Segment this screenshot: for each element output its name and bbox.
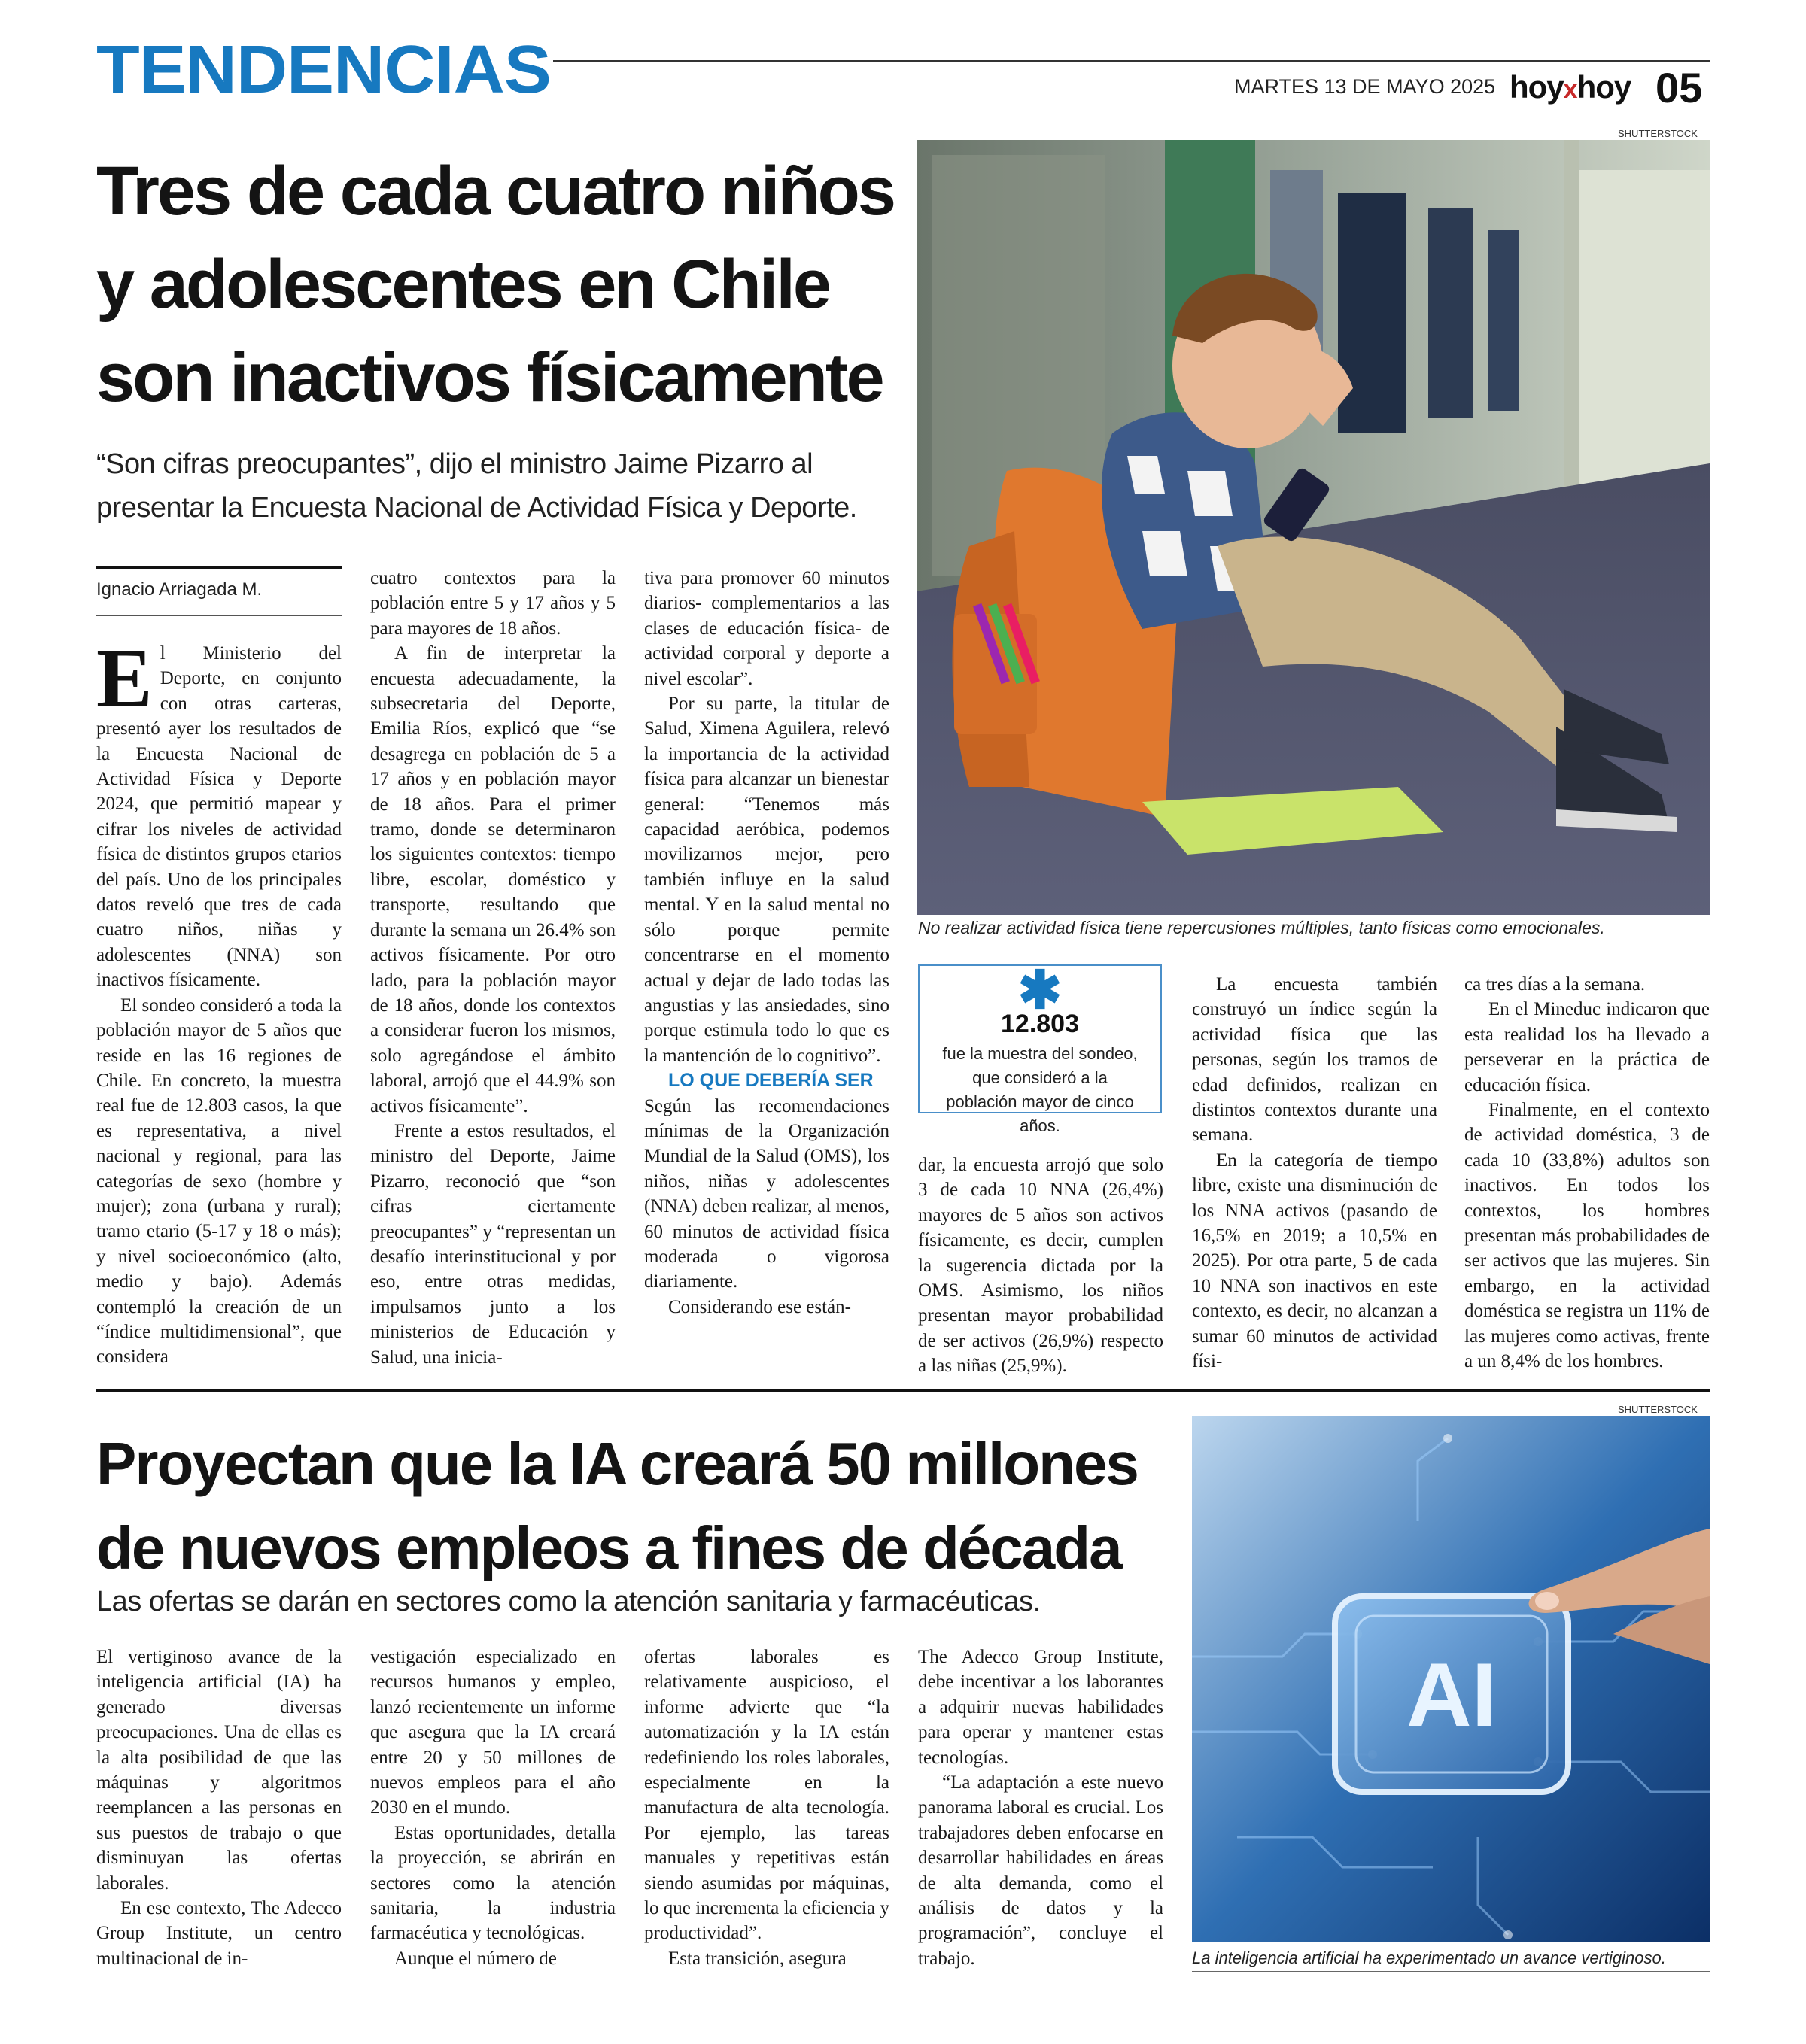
caption-rule bbox=[1192, 1971, 1710, 1972]
article2-column-4 bbox=[918, 1645, 1163, 1971]
paragraph: En la categoría de tiempo libre, existe una disminución de los NNA activos (pasando de 16,5% en 2019; a 10,5% en 2025). Por otra parte, 5 de cada 10 NNA son inactivos en este contexto, es decir, no alcanzan a sumar 60 minutos de actividad físi- bbox=[1192, 1150, 1437, 1372]
paragraph: Por su parte, la titular de Salud, Ximena Aguilera, relevó la importancia de la actividad física para alcanzar un bienestar general: “Tenemos más capacidad aeróbica, podemos movilizarnos mejor, pero también influye en la salud mental. Y en la salud mental no sólo porque permite concentrarse en el momento actual y dejar de lado todas las angustias y las ansiedades, sino porque estimula todo lo que es la mantención de lo cognitivo”. bbox=[644, 694, 889, 1066]
article2-column-1 bbox=[96, 1645, 342, 1971]
byline-rule-bottom bbox=[96, 615, 342, 616]
paragraph: l Ministerio del Deporte, en conjunto con otras carteras, presentó ayer los resultados de la Encuesta Nacional de Actividad Física y Deporte 2024, que permitió mapear y cifrar los niveles de actividad física de distintos grupos etarios del país. Uno de los principales datos reveló que tres de cada cuatro niños, niñas y adolescentes (NNA) son inactivos físicamente. bbox=[96, 643, 342, 991]
paragraph: Considerando ese están- bbox=[668, 1296, 851, 1317]
photo-illustration bbox=[1192, 1416, 1710, 1942]
paragraph: A fin de interpretar la encuesta adecuadamente, la subsecretaria del Deporte, Emilia Ríos, explicó que “se desagrega en población de 5 a 17 años y en población mayor de 18 años. Para el primer tramo, donde se determinaron los siguientes contextos: tiempo libre, escolar, doméstico y transporte, resultando que durante la semana un 26.4% son activos físicamente. Por otro lado, para la población mayor de 18 años, donde los contextos a considerar fueron los mismos, solo agregándose el ámbito laboral, arrojó que el 44.9% son activos físicamente”. bbox=[370, 643, 616, 1116]
section-subheading: LO QUE DEBERÍA SER bbox=[668, 1070, 874, 1092]
paragraph: Según las recomendaciones mínimas de la Organización Mundial de la Salud (OMS), los niños, niñas y adolescentes (NNA) deben realizar, al menos, 60 minutos de actividad física moderada o vigorosa diariamente. bbox=[644, 1095, 889, 1292]
paragraph: “La adaptación a este nuevo panorama laboral es crucial. Los trabajadores deben enfocarse en desarrollar habilidades en áreas de alta demanda, como el análisis de datos y la programación”, concluye el trabajo. bbox=[918, 1772, 1163, 1969]
paragraph: En ese contexto, The Adecco Group Institute, un centro multinacional de in- bbox=[96, 1898, 342, 1969]
stat-box bbox=[918, 961, 1162, 1135]
brand-logo-left: hoy bbox=[1510, 69, 1564, 105]
photo-illustration bbox=[917, 140, 1710, 915]
paragraph: Aunque el número de bbox=[394, 1948, 557, 1969]
article2-headline: Proyectan que la IA creará 50 millones de nuevos empleos a fines de década bbox=[96, 1430, 1138, 1581]
asterisk-icon: ✱ bbox=[1017, 961, 1063, 1019]
article1-column-4 bbox=[918, 1153, 1163, 1379]
paragraph: The Adecco Group Institute, debe incentivar a los laborantes a adquirir nuevas habilidades para operar y mantener estas tecnologías. bbox=[918, 1647, 1163, 1768]
paragraph: En el Mineduc indicaron que esta realidad los ha llevado a perseverar en la práctica de educación física. bbox=[1464, 999, 1710, 1095]
brand-logo bbox=[1510, 69, 1631, 105]
paragraph: Frente a estos resultados, el ministro del Deporte, Jaime Pizarro, reconoció que “son cifras ciertamente preocupantes” y “representan un desafío interinstitucional y por eso, entre otras medidas, impulsamos junto a los ministerios de Educación y Salud, una inicia- bbox=[370, 1120, 616, 1368]
article1-column-6 bbox=[1464, 972, 1710, 1374]
article1-column-3 bbox=[644, 566, 889, 1320]
paragraph: tiva para promover 60 minutos diarios- complementarios a las clases de educación física- de actividad corporal y deporte a nivel escolar”. bbox=[644, 568, 889, 689]
article1-headline: Tres de cada cuatro niños y adolescentes en Chile son inactivos físicamente bbox=[96, 153, 895, 416]
photo-ai-chip bbox=[1192, 1416, 1710, 1942]
article1-byline: Ignacio Arriagada M. bbox=[96, 579, 263, 600]
stat-number: 12.803 bbox=[1001, 1010, 1079, 1038]
article1-column-1 bbox=[96, 632, 342, 1370]
brand-logo-right: hoy bbox=[1576, 69, 1631, 105]
photo-caption: La inteligencia artificial ha experimentado un avance vertiginoso. bbox=[1192, 1948, 1666, 1967]
paragraph: Finalmente, en el contexto de actividad doméstica, 3 de cada 10 (33,8%) adultos son inactivos. En todos los contextos, los hombres presentan más probabilidades de ser activos que las mujeres. Sin embargo, en la actividad doméstica se registra un 11% de las mujeres como activas, frente a un 8,4% de los hombres. bbox=[1464, 1100, 1710, 1372]
issue-date: MARTES 13 DE MAYO 2025 bbox=[1234, 75, 1496, 98]
paragraph: Estas oportunidades, detalla la proyección, se abrirán en sectores como la atención sanitaria, la industria farmacéutica y tecnológicas. bbox=[370, 1822, 616, 1944]
byline-rule bbox=[96, 566, 342, 569]
article2-subhead: Las ofertas se darán en sectores como la atención sanitaria y farmacéuticas. bbox=[96, 1586, 1041, 1617]
paragraph: Esta transición, asegura bbox=[668, 1948, 847, 1969]
section-title: TENDENCIAS bbox=[96, 32, 551, 108]
article2-column-3 bbox=[644, 1645, 889, 1971]
stat-description: fue la muestra del sondeo, que consideró a la población mayor de cinco años. bbox=[942, 1044, 1138, 1135]
article-divider bbox=[96, 1389, 1710, 1392]
paragraph: ofertas laborales es relativamente auspicioso, el informe advierte que “la automatización y la IA están redefiniendo los roles laborales, especialmente en la manufactura de alta tecnología. Por ejemplo, las tareas manuales y repetitivas están siendo asumidas por máquinas, lo que incrementa la eficiencia y productividad”. bbox=[644, 1647, 889, 1944]
ai-chip-label: AI bbox=[1406, 1645, 1497, 1745]
header-rule bbox=[553, 60, 1710, 62]
paragraph: vestigación especializado en recursos humanos y empleo, lanzó recientemente un informe que asegura que la IA creará entre 20 y 50 millones de nuevos empleos para el año 2030 en el mundo. bbox=[370, 1647, 616, 1818]
page-number: 05 bbox=[1655, 64, 1703, 111]
photo-caption: No realizar actividad física tiene repercusiones múltiples, tanto físicas como emocionales. bbox=[918, 918, 1605, 937]
drop-cap: E bbox=[96, 632, 153, 725]
paragraph: La encuesta también construyó un índice según la actividad física que las personas, según los tramos de edad definidos, realizan en distintos contextos durante una semana. bbox=[1192, 974, 1437, 1146]
article1-column-5 bbox=[1192, 972, 1437, 1374]
paragraph: El vertiginoso avance de la inteligencia artificial (IA) ha generado diversas preocupaciones. Una de ellas es la alta posibilidad de que las máquinas y algoritmos reemplancen a las personas en sus puestos de trabajo o que disminuyan las ofertas laborales. bbox=[96, 1647, 342, 1894]
paragraph: ca tres días a la semana. bbox=[1464, 974, 1646, 995]
article1-subhead: “Son cifras preocupantes”, dijo el ministro Jaime Pizarro al presentar la Encuesta Nacional de Actividad Física y Deporte. bbox=[96, 448, 857, 524]
paragraph: cuatro contextos para la población entre 5 y 17 años y 5 para mayores de 18 años. bbox=[370, 568, 616, 639]
photo-credit: SHUTTERSTOCK bbox=[1618, 1404, 1698, 1415]
article1-column-2 bbox=[370, 566, 616, 1370]
photo-boy-with-phone bbox=[917, 140, 1710, 915]
brand-logo-mark: x bbox=[1563, 75, 1577, 104]
article2-column-2 bbox=[370, 1645, 616, 1971]
paragraph: El sondeo consideró a toda la población mayor de 5 años que reside en las 16 regiones de Chile. En concreto, la muestra real fue de 12.803 casos, la que es representativa, a nivel nacional y regional, para las categorías de sexo (hombre y mujer); zona (urbana y rural); tramo etario (5-17 y 18 o más); y nivel socioeconómico (alto, medio y bajo). Además contempló la creación de un “índice multidimensional”, que considera bbox=[96, 995, 342, 1368]
paragraph: dar, la encuesta arrojó que solo 3 de cada 10 NNA (26,4%) mayores de 5 años son activos físicamente, es decir, cumplen la sugerencia dictada por la OMS. Asimismo, los niños presentan mayor probabilidad de ser activos (26,9%) respecto a las niñas (25,9%). bbox=[918, 1155, 1163, 1377]
photo-credit: SHUTTERSTOCK bbox=[1618, 128, 1698, 139]
